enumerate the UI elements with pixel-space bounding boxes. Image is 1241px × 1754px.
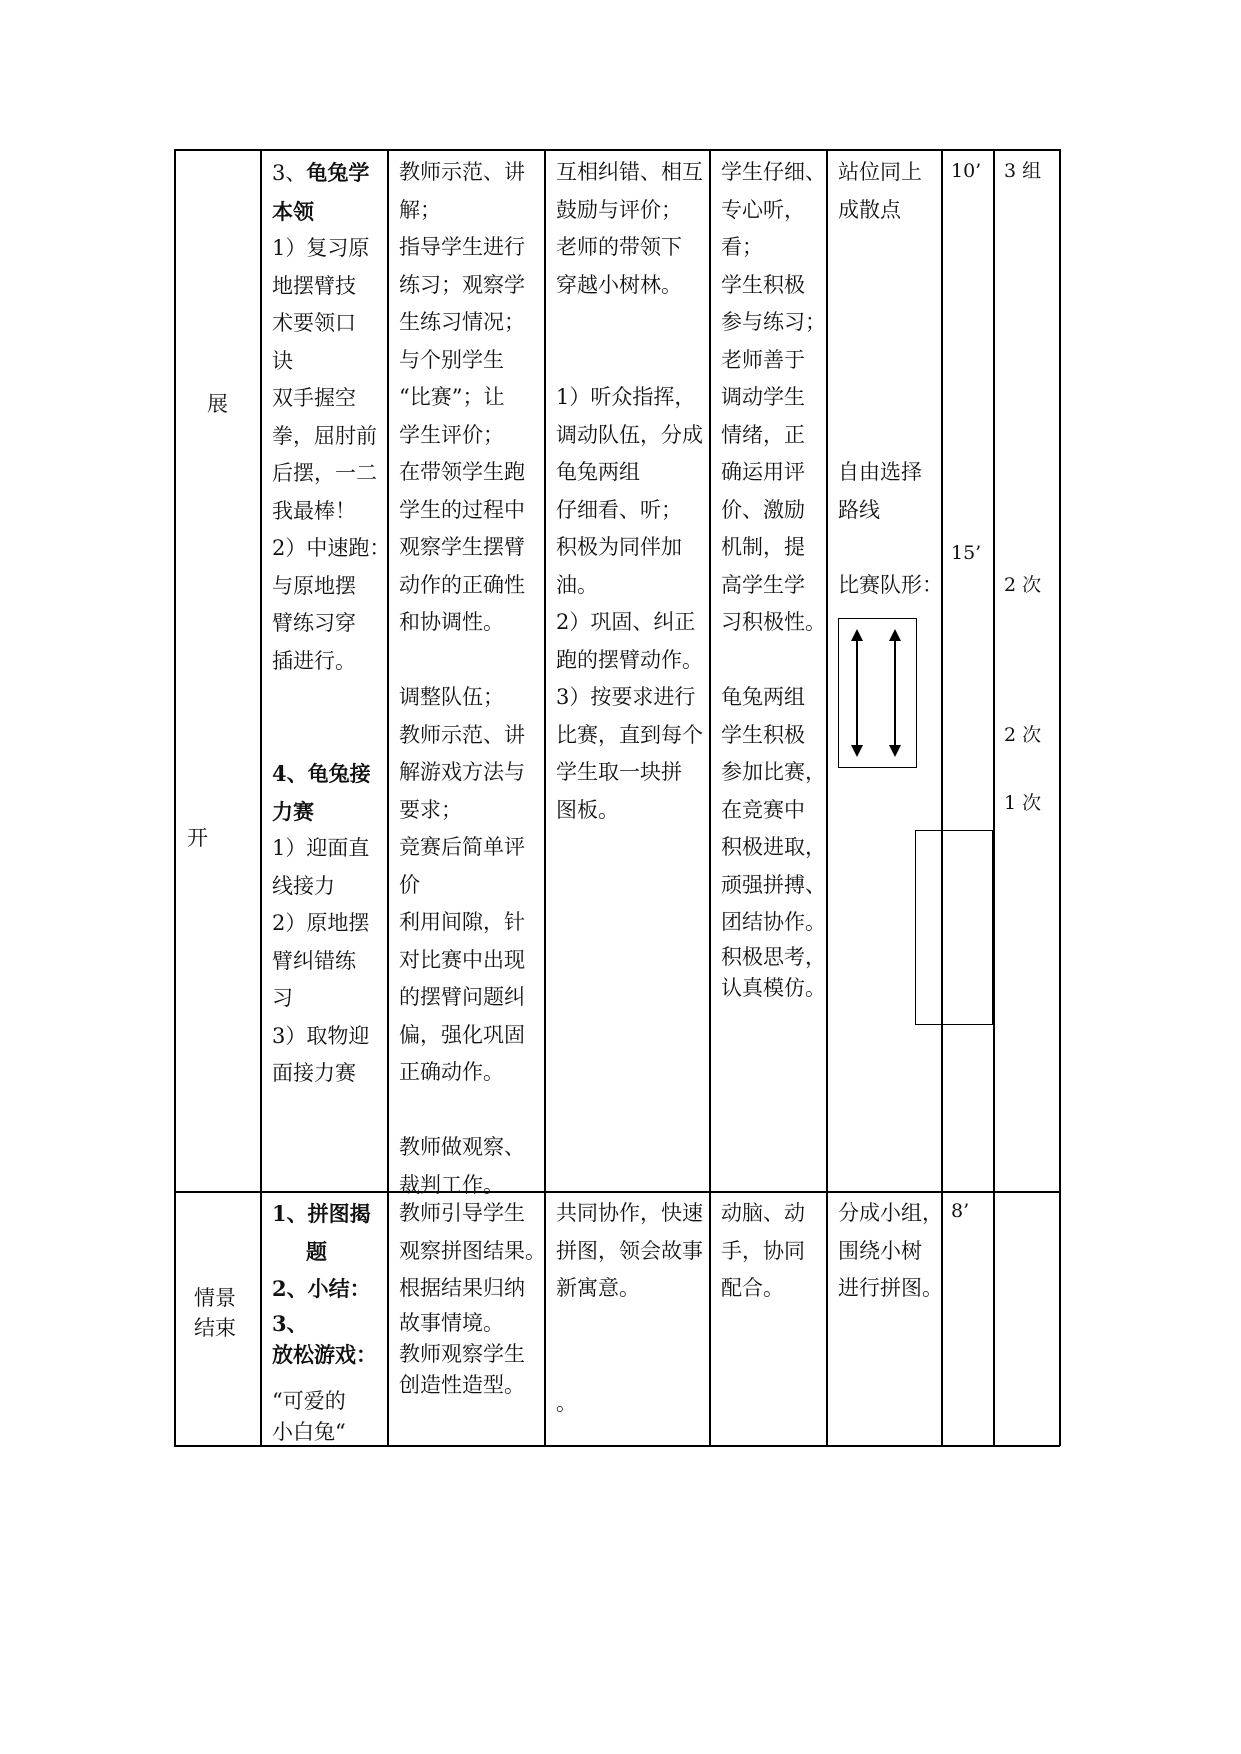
content-column: 3、龟兔学 本领 1）复习原 地摆臂技 术要领口 诀 双手握空 拳，屈肘前 后摆，一二 我最棒！ 2）中速跑： 与原地摆 臂练习穿 插进行。 4、龟兔接 力赛 1）迎面直 线接力 2）原地摆 臂纠错练 习 3）取物迎 面接力赛 [272, 160, 391, 1085]
teacher-activity-column: 教师引导学生 观察拼图结果。 根据结果归纳 故事情境。 教师观察学生 创造性造型。 [399, 1201, 546, 1397]
lesson-plan-table [174, 149, 1060, 1446]
stage-label: 开 [187, 826, 208, 850]
table-border-right [1059, 149, 1061, 1446]
organization-column: 站位同上 成散点 [838, 160, 922, 222]
organization-column: 分成小组， 围绕小树 进行拼图。 [838, 1201, 943, 1300]
row-divider [174, 1191, 1060, 1193]
organization-column: 自由选择 路线 [838, 460, 922, 522]
formation-diagram [838, 618, 917, 768]
student-activity-column: 互相纠错、相互 鼓励与评价； 老师的带领下 穿越小树林。 1）听众指挥， 调动队伍，分成 龟兔两组 仔细看、听； 积极为同伴加 油。 2）巩固、纠正 跑的摆臂动作。 3）按要求进行 比赛，直到每个 学生取一块拼 图板。 [556, 160, 703, 822]
student-activity-text: 。 [556, 1391, 577, 1415]
teacher-activity-column: 教师示范、讲 解； 指导学生进行 练习；观察学 生练习情况； 与个别学生 “比赛”；让 学生评价； 在带领学生跑 学生的过程中 观察学生摆臂 动作的正确性 和协调性。 调整队伍； 教师示范、讲 解游戏方法与 要求； 竞赛后简单评 价 利用间隙，针 对比赛中出现 的摆臂问题纠 偏，强化巩固 正确动作。 教师做观察、 裁判工作。 [399, 160, 525, 1197]
goal-column: 学生仔细、 专心听， 看； 学生积极 参与练习； 老师善于 调动学生 情绪，正 确运用评 价、激励 机制，提 高学生学 习积极性。 龟兔两组 学生积极 参加比赛， 在竞赛中 积极进取， 顽强拼搏、 团结协作。 积极思考， 认真模仿。 [721, 160, 826, 1000]
goal-column: 动脑、动 手，协同 配合。 [721, 1201, 805, 1300]
count-value: 3 组 [1004, 160, 1042, 182]
column-divider [826, 149, 828, 1446]
stage-label: 展 [207, 392, 228, 416]
table-border-left [174, 149, 176, 1446]
arrow-line [856, 637, 858, 747]
arrow-down-icon [889, 745, 901, 757]
content-column: 1、拼图揭 题 2、小结： 3、 放松游戏： [272, 1201, 377, 1367]
arrow-up-icon [889, 629, 901, 641]
column-divider [709, 149, 711, 1446]
time-value: 8’ [951, 1200, 970, 1222]
table-border-top [174, 149, 1060, 151]
column-divider [993, 149, 995, 1446]
student-activity-column: 共同协作，快速 拼图，领会故事 新寓意。 [556, 1201, 703, 1300]
time-value: 15’ [951, 542, 982, 564]
empty-rectangle [915, 830, 993, 1025]
count-value: 1 次 [1004, 792, 1042, 814]
arrow-down-icon [851, 745, 863, 757]
formation-label: 比赛队形： [838, 573, 943, 597]
arrow-up-icon [851, 629, 863, 641]
column-divider [260, 149, 262, 1446]
stage-label: 情景 结束 [194, 1286, 236, 1340]
count-value: 2 次 [1004, 574, 1042, 596]
arrow-line [894, 637, 896, 747]
content-column: “可爱的 小白兔“ [272, 1389, 346, 1444]
count-value: 2 次 [1004, 724, 1042, 746]
time-value: 10’ [951, 160, 982, 182]
